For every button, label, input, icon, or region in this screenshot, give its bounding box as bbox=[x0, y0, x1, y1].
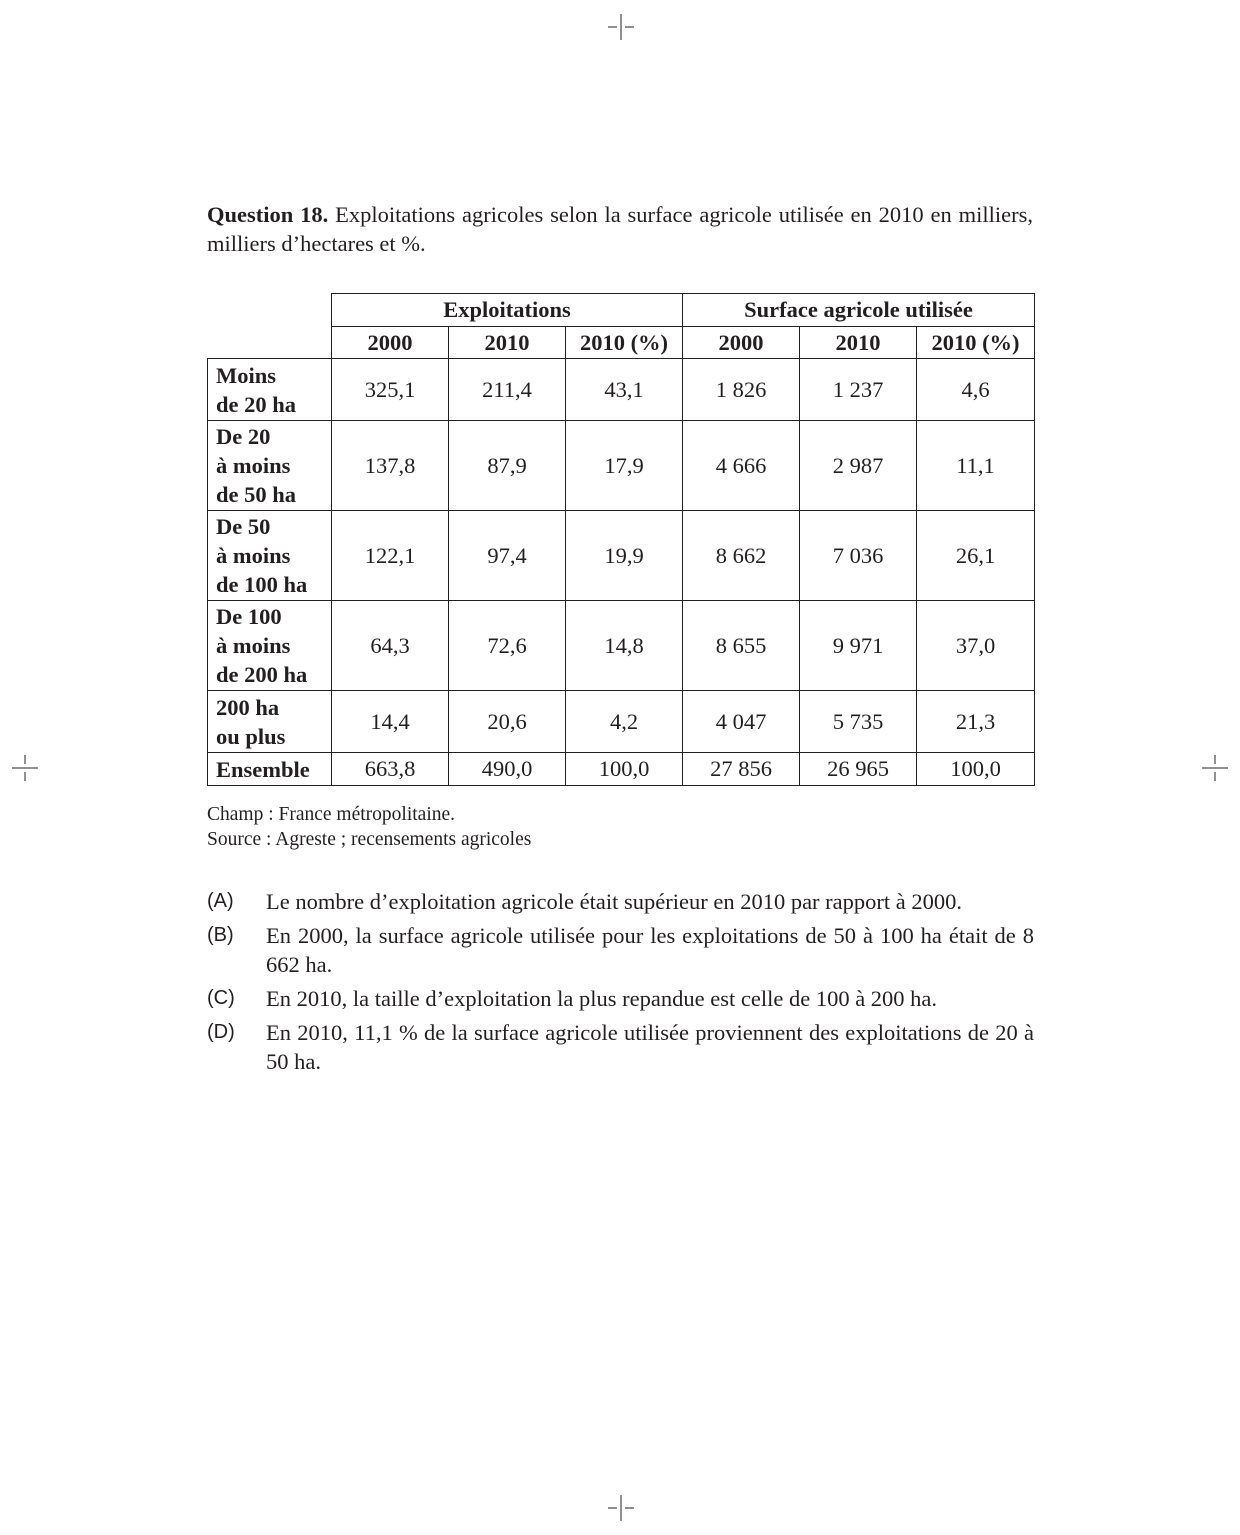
answer-letter: (A) bbox=[207, 890, 234, 912]
table-row bbox=[208, 601, 1035, 691]
table-cell: 26 965 bbox=[800, 753, 917, 786]
group-header-exploitations: Exploitations bbox=[332, 294, 683, 327]
table-cell: 4,2 bbox=[566, 691, 683, 753]
table-cell: 43,1 bbox=[566, 359, 683, 421]
table-cell: 4,6 bbox=[917, 359, 1035, 421]
crop-mark-right bbox=[1200, 753, 1230, 783]
table-cell: 64,3 bbox=[332, 601, 449, 691]
column-header: 2010 bbox=[800, 327, 917, 359]
table-cell: 137,8 bbox=[332, 421, 449, 511]
table-cell: 17,9 bbox=[566, 421, 683, 511]
column-header: 2010 (%) bbox=[566, 327, 683, 359]
data-table bbox=[207, 293, 1035, 786]
table-cell: 97,4 bbox=[449, 511, 566, 601]
row-header: De 20 à moins de 50 ha bbox=[208, 421, 332, 511]
answer-text: En 2000, la surface agricole utilisée pour les exploitations de 50 à 100 ha était de 8 662 ha. bbox=[266, 923, 1034, 977]
column-header: 2000 bbox=[683, 327, 800, 359]
table-cell: 14,8 bbox=[566, 601, 683, 691]
table-cell: 19,9 bbox=[566, 511, 683, 601]
crop-mark-bottom bbox=[606, 1493, 636, 1523]
table-cell: 5 735 bbox=[800, 691, 917, 753]
column-header: 2000 bbox=[332, 327, 449, 359]
table-notes bbox=[207, 802, 531, 852]
question-text: Exploitations agricoles selon la surface agricole utilisée en 2010 en milliers, milliers d’hectares et %. bbox=[207, 202, 1034, 256]
table-cell: 27 856 bbox=[683, 753, 800, 786]
row-header: 200 ha ou plus bbox=[208, 691, 332, 753]
question-statement bbox=[207, 200, 1033, 258]
crop-mark-left bbox=[10, 753, 40, 783]
answer-option-c[interactable] bbox=[207, 984, 1034, 1013]
table-cell: 87,9 bbox=[449, 421, 566, 511]
answer-option-d[interactable] bbox=[207, 1018, 1034, 1076]
table-cell: 4 666 bbox=[683, 421, 800, 511]
answer-option-b[interactable] bbox=[207, 921, 1034, 979]
table-cell: 100,0 bbox=[566, 753, 683, 786]
table-cell: 37,0 bbox=[917, 601, 1035, 691]
answer-letter: (D) bbox=[207, 1021, 235, 1043]
table-cell: 8 655 bbox=[683, 601, 800, 691]
table-cell: 663,8 bbox=[332, 753, 449, 786]
table-cell: 490,0 bbox=[449, 753, 566, 786]
table-cell: 100,0 bbox=[917, 753, 1035, 786]
table-cell: 122,1 bbox=[332, 511, 449, 601]
answer-text: En 2010, la taille d’exploitation la plus repandue est celle de 100 à 200 ha. bbox=[266, 986, 938, 1011]
row-header: De 100 à moins de 200 ha bbox=[208, 601, 332, 691]
table-cell: 1 237 bbox=[800, 359, 917, 421]
answer-text: Le nombre d’exploitation agricole était supérieur en 2010 par rapport à 2000. bbox=[266, 889, 963, 914]
table-cell: 2 987 bbox=[800, 421, 917, 511]
answer-letter: (C) bbox=[207, 987, 235, 1009]
table-column-header-row bbox=[208, 327, 1035, 359]
table-cell: 4 047 bbox=[683, 691, 800, 753]
row-header: Ensemble bbox=[208, 753, 332, 786]
answer-option-a[interactable] bbox=[207, 887, 1034, 916]
question-label: Question 18. bbox=[207, 202, 329, 227]
column-header: 2010 bbox=[449, 327, 566, 359]
table-row bbox=[208, 511, 1035, 601]
answer-letter: (B) bbox=[207, 924, 234, 946]
table-cell: 325,1 bbox=[332, 359, 449, 421]
table-cell: 9 971 bbox=[800, 601, 917, 691]
table-cell: 21,3 bbox=[917, 691, 1035, 753]
table-cell: 211,4 bbox=[449, 359, 566, 421]
row-header: De 50 à moins de 100 ha bbox=[208, 511, 332, 601]
crop-mark-top bbox=[606, 12, 636, 42]
table-cell: 8 662 bbox=[683, 511, 800, 601]
table-cell: 26,1 bbox=[917, 511, 1035, 601]
note-source: Source : Agreste ; recensements agricoles bbox=[207, 829, 532, 850]
table-row bbox=[208, 691, 1035, 753]
table-cell: 20,6 bbox=[449, 691, 566, 753]
table-group-header-row bbox=[208, 294, 1035, 327]
note-champ: Champ : France métropolitaine. bbox=[207, 804, 456, 825]
table-cell: 11,1 bbox=[917, 421, 1035, 511]
group-header-surface: Surface agricole utilisée bbox=[683, 294, 1035, 327]
row-header: Moins de 20 ha bbox=[208, 359, 332, 421]
table-total-row bbox=[208, 753, 1035, 786]
column-header: 2010 (%) bbox=[917, 327, 1035, 359]
table-cell: 72,6 bbox=[449, 601, 566, 691]
table-row bbox=[208, 421, 1035, 511]
answer-choices bbox=[207, 887, 1034, 1081]
table-cell: 1 826 bbox=[683, 359, 800, 421]
answer-text: En 2010, 11,1 % de la surface agricole utilisée proviennent des exploitations de 20 à 50 ha. bbox=[266, 1020, 1034, 1074]
table-cell: 7 036 bbox=[800, 511, 917, 601]
table-row bbox=[208, 359, 1035, 421]
table-cell: 14,4 bbox=[332, 691, 449, 753]
